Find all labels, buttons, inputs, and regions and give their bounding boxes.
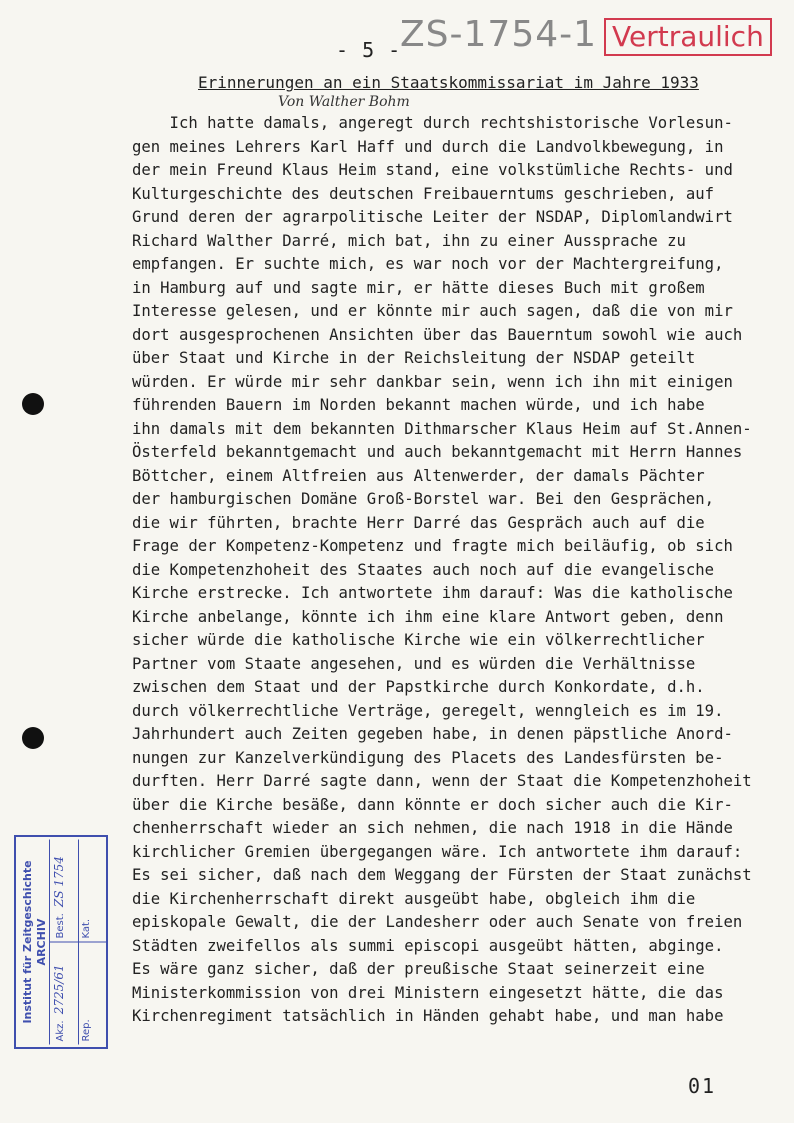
body-line: dort ausgesprochenen Ansichten über das Bauerntum sowohl wie auch — [132, 325, 743, 344]
body-line: durch völkerrechtliche Verträge, geregelt, wenngleich es im 19. — [132, 701, 724, 720]
handwritten-author-note: Von Walther Bohm — [278, 94, 410, 110]
body-line: sicher würde die katholische Kirche wie ein völkerrechtlicher — [132, 631, 705, 649]
body-line: der mein Freund Klaus Heim stand, eine volkstümliche Rechts- und — [132, 161, 733, 179]
body-line: Österfeld bekanntgemacht und auch bekanntgemacht mit Herrn Hannes — [132, 443, 743, 461]
body-line: in Hamburg auf und sagte mir, er hätte dieses Buch mit großem — [132, 278, 705, 297]
body-line: die Kompetenzhoheit des Staates auch noch auf die evangelische — [132, 560, 715, 579]
body-line: Jahrhundert auch Zeiten gegeben habe, in denen päpstliche Anord- — [132, 725, 733, 743]
body-line: Böttcher, einem Altfreien aus Altenwerder, der damals Pächter — [132, 466, 705, 485]
document-title: Erinnerungen an ein Staatskommissariat im Jahre 1933 — [198, 73, 699, 92]
body-line: Richard Walther Darré, mich bat, ihn zu einer Aussprache zu — [132, 231, 686, 250]
body-line: Ministerkommission von drei Ministern eingesetzt hätte, die das — [132, 983, 724, 1002]
punch-hole — [22, 727, 44, 749]
body-line: der hamburgischen Domäne Groß-Borstel war. Bei den Gesprächen, — [132, 490, 715, 508]
body-line: Kirchenregiment tatsächlich in Händen gehabt habe, und man habe — [132, 1007, 724, 1025]
stamp-rep-cell: Rep. — [79, 942, 107, 1045]
body-line: kirchlicher Gremien übergegangen wäre. Ich antwortete ihm darauf: — [132, 842, 743, 861]
stamp-best-cell: Best. ZS 1754 — [52, 856, 66, 939]
page-number: - 5 - — [336, 38, 402, 62]
body-line: Partner vom Staate angesehen, und es würden die Verhältnisse — [132, 654, 696, 673]
archive-reference: ZS-1754-1 — [400, 14, 598, 55]
archive-stamp — [14, 835, 108, 1049]
body-line: über Staat und Kirche in der Reichsleitung der NSDAP geteilt — [132, 349, 696, 367]
body-line: nungen zur Kanzelverkündigung des Placets des Landesfürsten be- — [132, 748, 724, 767]
body-line: episkopale Gewalt, die der Landesherr oder auch Senate von freien — [132, 913, 743, 931]
body-line: die Kirchenherrschaft direkt ausgeübt habe, obgleich ihm die — [132, 889, 696, 908]
body-line: ihn damals mit dem bekannten Dithmarscher Klaus Heim auf St.Annen- — [132, 419, 752, 438]
body-line: Kirche erstrecke. Ich antwortete ihm darauf: Was die katholische — [132, 584, 733, 602]
folio-number: 01 — [688, 1074, 717, 1098]
body-line: gen meines Lehrers Karl Haff und durch die Landvolkbewegung, in — [132, 137, 724, 156]
body-line: Frage der Kompetenz-Kompetenz und fragte mich beiläufig, ob sich — [132, 537, 733, 555]
body-line: empfangen. Er suchte mich, es war noch vor der Machtergreifung, — [132, 255, 724, 273]
punch-hole — [22, 393, 44, 415]
confidential-stamp: Vertraulich — [604, 18, 772, 56]
body-line: Städten zweifellos als summi episcopi ausgeübt hätten, abginge. — [132, 936, 724, 955]
stamp-institute: Institut für Zeitgeschichte ARCHIV — [21, 860, 48, 1024]
body-line: Es sei sicher, daß nach dem Weggang der Fürsten der Staat zunächst — [132, 866, 752, 884]
body-text — [132, 112, 772, 1029]
body-line: Grund deren der agrarpolitische Leiter der NSDAP, Diplomlandwirt — [132, 208, 733, 226]
body-line: Ich hatte damals, angeregt durch rechtshistorische Vorlesun- — [132, 114, 733, 132]
stamp-akz-cell: Akz. 2725/61 — [50, 942, 78, 1045]
body-line: chenherrschaft wieder an sich nehmen, die nach 1918 in die Hände — [132, 819, 733, 837]
body-line: Kirche anbelange, könnte ich ihm eine klare Antwort geben, denn — [132, 607, 724, 626]
body-line: durften. Herr Darré sagte dann, wenn der Staat die Kompetenzhoheit — [132, 772, 752, 790]
body-line: Interesse gelesen, und er könnte mir auch sagen, daß die von mir — [132, 302, 733, 320]
body-line: würden. Er würde mir sehr dankbar sein, wenn ich ihn mit einigen — [132, 372, 733, 391]
body-line: Kulturgeschichte des deutschen Freibauerntums geschrieben, auf — [132, 184, 715, 203]
body-line: führenden Bauern im Norden bekannt machen würde, und ich habe — [132, 396, 705, 414]
body-line: zwischen dem Staat und der Papstkirche durch Konkordate, d.h. — [132, 678, 705, 696]
body-line: Es wäre ganz sicher, daß der preußische Staat seinerzeit eine — [132, 960, 705, 978]
stamp-kat-cell: Kat. — [81, 918, 92, 939]
body-line: die wir führten, brachte Herr Darré das Gespräch auch auf die — [132, 513, 705, 532]
stamp-best-value: ZS 1754 — [52, 856, 66, 907]
body-line: über die Kirche besäße, dann könnte er doch sicher auch die Kir- — [132, 795, 733, 814]
stamp-akz-value: 2725/61 — [52, 964, 66, 1015]
